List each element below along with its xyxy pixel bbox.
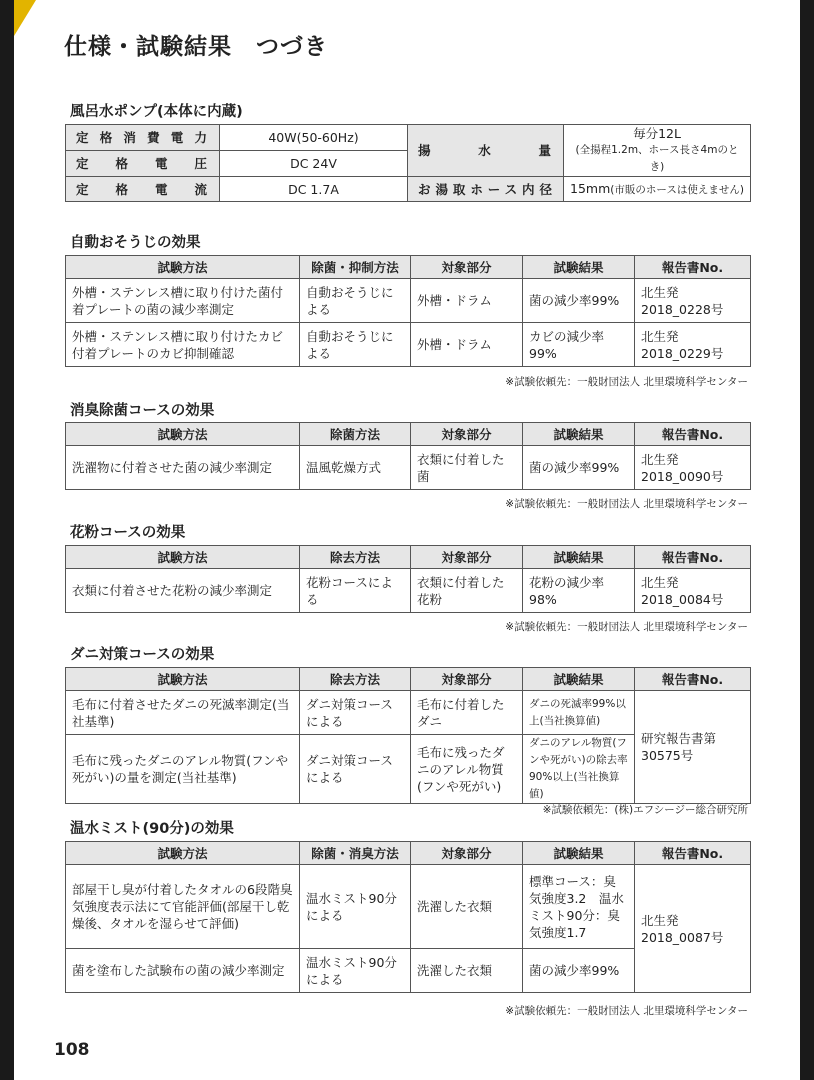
mist-heading: 温水ミスト(90分)の効果 <box>70 821 234 837</box>
target-cell: 外槽・ドラム <box>411 279 523 323</box>
hose-note: (市販のホースは使えません) <box>610 183 744 196</box>
header-cell: 除菌・抑制方法 <box>300 256 411 279</box>
voltage-value: DC 24V <box>220 151 408 177</box>
target-cell: 衣類に付着した菌 <box>411 446 523 490</box>
header-cell: 報告書No. <box>635 668 751 691</box>
deodor-table <box>65 422 751 490</box>
report-cell: 北生発2018_0087号 <box>635 865 751 993</box>
mist-note: ※試験依頼先：一般財団法人 北里環境科学センター <box>505 1005 748 1017</box>
pollen-note: ※試験依頼先：一般財団法人 北里環境科学センター <box>505 621 748 633</box>
header-cell: 対象部分 <box>411 546 523 569</box>
header-cell: 試験結果 <box>523 423 635 446</box>
lift-label: 揚水量 <box>408 125 564 177</box>
test-method-cell: 洗濯物に付着させた菌の減少率測定 <box>66 446 300 490</box>
header-cell: 試験方法 <box>66 546 300 569</box>
header-cell: 試験結果 <box>523 842 635 865</box>
current-value: DC 1.7A <box>220 177 408 202</box>
test-method-cell: 外槽・ステンレス槽に取り付けたカビ付着プレートのカビ抑制確認 <box>66 323 300 367</box>
table-row <box>66 446 751 490</box>
lift-value: 毎分12L <box>633 126 681 141</box>
power-label: 定格消費電力 <box>66 125 220 151</box>
deodor-heading: 消臭除菌コースの効果 <box>70 403 215 419</box>
current-label: 定格電流 <box>66 177 220 202</box>
result-cell: ダニの死滅率99%以上(当社換算値) <box>523 691 635 735</box>
report-cell: 北生発2018_0228号 <box>635 279 751 323</box>
corner-decoration <box>14 0 36 36</box>
target-cell: 毛布に付着したダニ <box>411 691 523 735</box>
test-method-cell: 衣類に付着させた花粉の減少率測定 <box>66 569 300 613</box>
table-row <box>66 279 751 323</box>
header-cell: 除去方法 <box>300 668 411 691</box>
header-cell: 対象部分 <box>411 842 523 865</box>
header-cell: 対象部分 <box>411 668 523 691</box>
hose-value: 15mm <box>570 180 611 196</box>
method-cell: ダニ対策コースによる <box>300 735 411 804</box>
method-cell: 温風乾燥方式 <box>300 446 411 490</box>
header-cell: 報告書No. <box>635 842 751 865</box>
page-number: 108 <box>54 1040 90 1060</box>
target-cell: 洗濯した衣類 <box>411 949 523 993</box>
method-cell: 自動おそうじによる <box>300 323 411 367</box>
header-cell: 報告書No. <box>635 423 751 446</box>
auto-clean-note: ※試験依頼先：一般財団法人 北里環境科学センター <box>505 376 748 388</box>
result-cell: 菌の減少率99% <box>523 949 635 993</box>
report-cell: 研究報告書第30575号 <box>635 691 751 804</box>
header-cell: 除菌方法 <box>300 423 411 446</box>
lift-note: (全揚程1.2m、ホース長さ4mのとき) <box>575 144 739 173</box>
table-row <box>66 691 751 735</box>
mist-table <box>65 841 751 993</box>
header-cell: 報告書No. <box>635 546 751 569</box>
header-cell: 試験方法 <box>66 668 300 691</box>
auto-clean-heading: 自動おそうじの効果 <box>70 235 201 251</box>
test-method-cell: 毛布に付着させたダニの死滅率測定(当社基準) <box>66 691 300 735</box>
result-cell: 菌の減少率99% <box>523 446 635 490</box>
table-row <box>66 865 751 949</box>
page-title: 仕様・試験結果 つづき <box>64 34 328 60</box>
test-method-cell: 外槽・ステンレス槽に取り付けた菌付着プレートの菌の減少率測定 <box>66 279 300 323</box>
lift-cell <box>564 125 751 177</box>
header-cell: 試験結果 <box>523 256 635 279</box>
header-cell: 除去方法 <box>300 546 411 569</box>
report-cell: 北生発2018_0090号 <box>635 446 751 490</box>
power-value: 40W(50-60Hz) <box>220 125 408 151</box>
pump-spec-table <box>65 124 751 202</box>
header-cell: 試験方法 <box>66 423 300 446</box>
target-cell: 外槽・ドラム <box>411 323 523 367</box>
hose-label: お湯取ホース内径 <box>408 177 564 202</box>
result-cell: 菌の減少率99% <box>523 279 635 323</box>
table-row <box>66 569 751 613</box>
deodor-note: ※試験依頼先：一般財団法人 北里環境科学センター <box>505 498 748 510</box>
header-cell: 報告書No. <box>635 256 751 279</box>
header-cell: 対象部分 <box>411 423 523 446</box>
header-cell: 対象部分 <box>411 256 523 279</box>
method-cell: 自動おそうじによる <box>300 279 411 323</box>
header-cell: 試験結果 <box>523 668 635 691</box>
pump-heading: 風呂水ポンプ(本体に内蔵) <box>70 104 243 120</box>
mite-table <box>65 667 751 804</box>
test-method-cell: 菌を塗布した試験布の菌の減少率測定 <box>66 949 300 993</box>
test-method-cell: 毛布に残ったダニのアレル物質(フンや死がい)の量を測定(当社基準) <box>66 735 300 804</box>
method-cell: ダニ対策コースによる <box>300 691 411 735</box>
test-method-cell: 部屋干し臭が付着したタオルの6段階臭気強度表示法にて官能評価(部屋干し乾燥後、タオルを湿らせて評価) <box>66 865 300 949</box>
result-cell: ダニのアレル物質(フンや死がい)の除去率90%以上(当社換算値) <box>523 735 635 804</box>
header-cell: 試験結果 <box>523 546 635 569</box>
target-cell: 衣類に付着した花粉 <box>411 569 523 613</box>
result-cell: 花粉の減少率98% <box>523 569 635 613</box>
table-row <box>66 323 751 367</box>
header-cell: 試験方法 <box>66 842 300 865</box>
target-cell: 洗濯した衣類 <box>411 865 523 949</box>
target-cell: 毛布に残ったダニのアレル物質(フンや死がい) <box>411 735 523 804</box>
method-cell: 温水ミスト90分による <box>300 865 411 949</box>
voltage-label: 定格電圧 <box>66 151 220 177</box>
mite-heading: ダニ対策コースの効果 <box>70 647 215 663</box>
pollen-table <box>65 545 751 613</box>
method-cell: 花粉コースによる <box>300 569 411 613</box>
method-cell: 温水ミスト90分による <box>300 949 411 993</box>
result-cell: カビの減少率99% <box>523 323 635 367</box>
auto-clean-table <box>65 255 751 367</box>
manual-page <box>14 0 800 1080</box>
report-cell: 北生発2018_0084号 <box>635 569 751 613</box>
mite-note: ※試験依頼先：(株)エフシージー総合研究所 <box>542 804 748 816</box>
hose-cell <box>564 177 751 202</box>
pollen-heading: 花粉コースの効果 <box>70 525 186 541</box>
result-cell: 標準コース：臭気強度3.2 温水ミスト90分：臭気強度1.7 <box>523 865 635 949</box>
header-cell: 試験方法 <box>66 256 300 279</box>
report-cell: 北生発2018_0229号 <box>635 323 751 367</box>
header-cell: 除菌・消臭方法 <box>300 842 411 865</box>
